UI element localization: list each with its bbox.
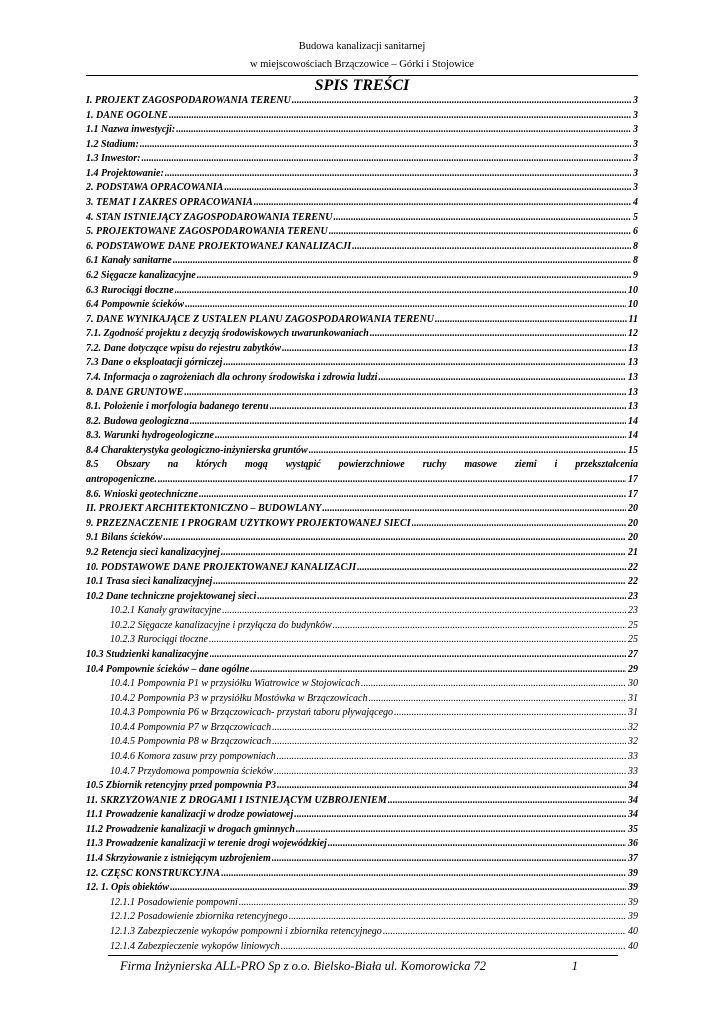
toc-entry[interactable]: [86, 430, 638, 445]
toc-page-number: 3: [633, 182, 638, 194]
toc-entry[interactable]: [86, 605, 638, 620]
toc-leader-dots: [170, 882, 626, 893]
toc-leader-dots: [257, 591, 626, 602]
toc-page-number: 6: [633, 226, 638, 238]
toc-entry-text: 8.5 Obszary na których mogą wystąpić powierzchniowe ruchy masowe ziemi i przekształcenia: [86, 459, 638, 471]
toc-page-number: 11: [628, 313, 638, 325]
toc-page-number: 30: [628, 678, 638, 690]
toc-entry[interactable]: [86, 634, 638, 649]
toc-leader-dots: [272, 853, 626, 864]
toc-entry-text: 10.2.1 Kanały grawitacyjne: [110, 605, 222, 617]
toc-entry-text: 9.1 Bilans ścieków: [86, 532, 163, 544]
toc-leader-dots: [224, 182, 631, 193]
toc-entry-text: 1.3 Inwestor:: [86, 153, 141, 165]
toc-page-number: 39: [628, 882, 638, 894]
toc-leader-dots: [239, 897, 626, 908]
toc-leader-dots: [352, 241, 631, 252]
header-line-1: Budowa kanalizacji sanitarnej: [298, 41, 426, 52]
toc-entry-text: 10.2.2 Sięgacze kanalizacyjne i przyłącza do budynków: [110, 619, 332, 631]
toc-page-number: 20: [628, 532, 638, 544]
toc-entry-text: 3. TEMAT I ZAKRES OPRACOWANIA: [86, 197, 253, 209]
toc-page-number: 33: [628, 751, 638, 763]
toc-entry-text: 6.4 Pompownie ścieków: [86, 299, 185, 311]
toc-page-number: 10: [628, 284, 638, 296]
toc-entry-text: 2. PODSTAWA OPRACOWANIA: [86, 182, 224, 194]
toc-entry-text: 5. PROJEKTOWANE ZAGOSPODAROWANIA TERENU: [86, 226, 328, 238]
toc-entry-text: II. PROJEKT ARCHITEKTONICZNO – BUDOWLANY: [86, 503, 322, 515]
toc-entry-text: I. PROJEKT ZAGOSPODAROWANIA TERENU: [86, 95, 291, 106]
toc-entry-text: 8. DANE GRUNTOWE: [86, 386, 184, 398]
toc-entry[interactable]: [86, 459, 638, 488]
toc-entry[interactable]: [86, 328, 638, 343]
toc-entry-text: 7. DANE WYNIKAJĄCE Z USTALEŃ PLANU ZAGOSPODAROWANIA TERENU: [86, 313, 435, 325]
toc-page-number: 3: [633, 167, 638, 179]
toc-page-number: 3: [633, 124, 638, 136]
toc-entry-text: 10.5 Zbiornik retencyjny przed pompownia P3: [86, 780, 276, 792]
toc-entry[interactable]: [86, 693, 638, 708]
toc-entry-text: 1.2 Stadium:: [86, 138, 139, 150]
toc-page-number: 37: [628, 853, 638, 865]
toc-entry[interactable]: [86, 780, 638, 795]
toc-leader-dots: [169, 110, 631, 121]
toc-leader-dots: [378, 372, 626, 383]
toc-entry-text: 10.3 Studzienki kanalizacyjne: [86, 648, 209, 660]
toc-page-number: 9: [633, 269, 638, 281]
toc-entry[interactable]: [86, 518, 638, 533]
toc-page-number: 13: [628, 357, 638, 369]
toc-title: SPIS TREŚCI: [314, 77, 410, 94]
toc-leader-dots: [210, 649, 626, 660]
toc-entry-text: 12. CZĘŚĆ KONSTRUKCYJNA: [86, 867, 221, 879]
toc-page-number: 13: [628, 371, 638, 383]
toc-entry-text: antropogeniczne.: [86, 474, 157, 486]
toc-entry-text: 10.1 Trasa sieci kanalizacyjnej: [86, 576, 213, 588]
toc-entry-text: 8.1. Położenie i morfologia badanego terenu: [86, 401, 269, 413]
toc-leader-dots: [184, 387, 626, 398]
toc-page-number: 34: [628, 780, 638, 792]
toc-leader-dots: [333, 620, 626, 631]
toc-entry-text: 10.4.6 Komora zasuw przy pompowniach: [110, 751, 276, 763]
toc-page-number: 20: [628, 517, 638, 529]
toc-entry[interactable]: [86, 95, 638, 110]
toc-entry-text: 12.1.1 Posadowienie pompowni: [110, 896, 238, 908]
toc-leader-dots: [329, 226, 631, 237]
toc-leader-dots: [223, 357, 626, 368]
toc-entry-text: 8.6. Wnioski geotechniczne: [86, 488, 199, 500]
toc-entry[interactable]: [86, 678, 638, 693]
toc-page-number: 8: [633, 255, 638, 267]
toc-leader-dots: [254, 197, 631, 208]
toc-entry-text: 11.3 Prowadzenie kanalizacji w terenie drogi wojewódzkiej: [86, 838, 327, 850]
toc-entry-text: 10.4.1 Pompownia P1 w przysiółku Wiatrowice w Stojowicach: [110, 678, 360, 690]
toc-page-number: 32: [628, 721, 638, 733]
toc-entry-text: 10.4 Pompownie ścieków – dane ogólne: [86, 663, 250, 675]
toc-entry-text: 1.4 Projektowanie:: [86, 167, 164, 179]
toc-entry[interactable]: [86, 489, 638, 504]
toc-page-number: 40: [628, 940, 638, 952]
toc-entry[interactable]: [86, 255, 638, 270]
toc-entry[interactable]: [86, 241, 638, 256]
toc-entry-text: 10. PODSTAWOWE DANE PROJEKTOWANEJ KANALIZACJI: [86, 561, 357, 573]
toc-entry-text: 6.2 Sięgacze kanalizacyjne: [86, 269, 196, 281]
toc-entry-text: 7.2. Dane dotyczące wpisu do rejestru zabytków: [86, 342, 281, 354]
toc-entry[interactable]: [86, 168, 638, 183]
toc-entry[interactable]: [86, 591, 638, 606]
toc-entry[interactable]: [86, 547, 638, 562]
toc-page-number: 20: [628, 503, 638, 515]
toc-page-number: 34: [628, 809, 638, 821]
toc-page-number: 8: [633, 240, 638, 252]
toc-entry-text: 8.3. Warunki hydrogeologiczne: [86, 430, 214, 442]
toc-page-number: 39: [628, 896, 638, 908]
toc-page-number: 12: [628, 328, 638, 340]
toc-entry-text: 8.4 Charakterystyka geologiczno-inżynierska gruntów: [86, 444, 308, 456]
toc-leader-dots: [282, 343, 626, 354]
toc-page-number: 15: [628, 444, 638, 456]
toc-entry-text: 8.2. Budowa geologiczna: [86, 415, 189, 427]
toc-page-number: 10: [628, 299, 638, 311]
toc-entry[interactable]: [86, 620, 638, 635]
toc-leader-dots: [140, 139, 631, 150]
toc-leader-dots: [199, 489, 626, 500]
toc-entry[interactable]: [86, 562, 638, 577]
toc-page-number: 4: [633, 197, 638, 209]
header-line-2: w miejscowościach Brzączowice – Górki i Stojowice: [250, 59, 474, 70]
toc-leader-dots: [274, 766, 626, 777]
toc-entry-text: 9.2 Retencja sieci kanalizacyjnej: [86, 546, 220, 558]
toc-entry[interactable]: [86, 401, 638, 416]
toc-page-number: 33: [628, 765, 638, 777]
toc-page-number: 39: [628, 867, 638, 879]
toc-leader-dots: [175, 285, 626, 296]
toc-page-number: 21: [628, 546, 638, 558]
toc-page-number: 35: [628, 823, 638, 835]
toc-entry[interactable]: [86, 503, 638, 518]
toc-page-number: 36: [628, 838, 638, 850]
toc-page-number: 13: [628, 386, 638, 398]
toc-entry-text: 10.4.7 Przydomowa pompownia ścieków: [110, 765, 274, 777]
toc-entry[interactable]: [86, 649, 638, 664]
footer-company: Firma Inżynierska ALL-PRO Sp z o.o. Bielsko-Biała ul. Komorowicka 72: [120, 959, 486, 973]
toc-page-number: 23: [628, 590, 638, 602]
toc-entry-text: 6. PODSTAWOWE DANE PROJEKTOWANEJ KANALIZACJI: [86, 240, 352, 252]
toc-entry-text: 10.4.5 Pompownia P8 w Brzączowicach: [110, 736, 272, 748]
toc-entry[interactable]: [86, 766, 638, 781]
toc-leader-dots: [394, 707, 626, 718]
toc-page-number: 17: [628, 474, 638, 486]
toc-entry[interactable]: [86, 343, 638, 358]
toc-leader-dots: [322, 503, 626, 514]
toc-entry[interactable]: [86, 853, 638, 868]
toc-entry-text: 1.1 Nazwa inwestycji:: [86, 124, 176, 136]
toc-leader-dots: [221, 868, 626, 879]
toc-page-number: 3: [633, 153, 638, 165]
toc-page-number: 39: [628, 911, 638, 923]
toc-leader-dots: [215, 430, 626, 441]
toc-entry-text: 4. STAN ISTNIEJĄCY ZAGOSPODAROWANIA TERENU: [86, 211, 333, 223]
toc-page-number: 31: [628, 692, 638, 704]
toc-entry[interactable]: [86, 445, 638, 460]
toc-entry[interactable]: [86, 664, 638, 679]
toc-entry[interactable]: [86, 314, 638, 329]
toc-entry[interactable]: [86, 153, 638, 168]
toc-leader-dots: [141, 153, 631, 164]
toc-entry[interactable]: [86, 751, 638, 766]
toc-entry-text: 9. PRZEZNACZENIE I PROGRAM UŻYTKOWY PROJEKTOWANEJ SIECI: [86, 517, 411, 529]
toc-leader-dots: [435, 314, 627, 325]
toc-leader-dots: [197, 270, 631, 281]
toc-page-number: 14: [628, 430, 638, 442]
toc-page-number: 34: [628, 794, 638, 806]
toc-entry[interactable]: [86, 897, 638, 912]
toc-entry-text: 6.1 Kanały sanitarne: [86, 255, 172, 267]
toc-entry-text: 11.1 Prowadzenie kanalizacji w drodze powiatowej: [86, 809, 294, 821]
toc-leader-dots: [369, 693, 627, 704]
toc-page-number: 3: [633, 109, 638, 121]
toc-entry[interactable]: [86, 809, 638, 824]
toc-leader-dots: [190, 416, 626, 427]
toc-leader-dots: [185, 299, 626, 310]
toc-entry[interactable]: [86, 722, 638, 737]
toc-page-number: 40: [628, 925, 638, 937]
toc-entry[interactable]: [86, 941, 638, 956]
toc-entry[interactable]: [86, 357, 638, 372]
toc-leader-dots: [158, 474, 626, 485]
toc-entry-text: 12.1.4 Zabezpieczenie wykopów liniowych: [110, 940, 280, 952]
toc-entry[interactable]: [86, 576, 638, 591]
toc-leader-dots: [294, 809, 626, 820]
toc-leader-dots: [173, 255, 631, 266]
toc-leader-dots: [222, 605, 626, 616]
toc-entry[interactable]: [86, 882, 638, 897]
page-header: [0, 38, 724, 74]
toc-leader-dots: [165, 168, 631, 179]
footer-page-number: 1: [571, 959, 578, 973]
toc-entry-text: 11.4 Skrzyżowanie z istniejącym uzbrojeniem: [86, 853, 271, 865]
toc-entry[interactable]: [86, 911, 638, 926]
toc-leader-dots: [213, 576, 626, 587]
toc-entry[interactable]: [86, 707, 638, 722]
toc-entry-text: 12. 1. Opis obiektów: [86, 882, 170, 894]
toc-entry[interactable]: [86, 299, 638, 314]
toc-leader-dots: [292, 95, 631, 106]
toc-entry-text: 11. SKRZYŻOWANIE Z DROGAMI I ISTNIEJĄCYM UZBROJENIEM: [86, 794, 387, 806]
toc-entry[interactable]: [86, 182, 638, 197]
toc-page-number: 25: [628, 619, 638, 631]
toc-leader-dots: [176, 124, 631, 135]
toc-leader-dots: [272, 722, 626, 733]
footer-divider: [108, 955, 618, 956]
toc-entry[interactable]: [86, 824, 638, 839]
toc-entry-text: 6.3 Rurociągi tłoczne: [86, 284, 174, 296]
toc-page-number: 17: [628, 488, 638, 500]
toc-page-number: 31: [628, 707, 638, 719]
toc-entry[interactable]: [86, 124, 638, 139]
toc-leader-dots: [309, 445, 626, 456]
toc-leader-dots: [383, 926, 626, 937]
toc-leader-dots: [163, 532, 626, 543]
toc-leader-dots: [361, 678, 626, 689]
toc-leader-dots: [296, 824, 626, 835]
toc-entry[interactable]: [86, 197, 638, 212]
toc-leader-dots: [250, 664, 626, 675]
toc-leader-dots: [209, 634, 626, 645]
toc-page-number: 3: [633, 95, 638, 106]
toc-page-number: 13: [628, 342, 638, 354]
toc-page-number: 22: [628, 576, 638, 588]
toc-entry[interactable]: [86, 226, 638, 241]
toc-page-number: 3: [633, 138, 638, 150]
toc-page-number: 22: [628, 561, 638, 573]
toc-leader-dots: [412, 518, 626, 529]
toc-entry[interactable]: [86, 139, 638, 154]
toc-entry-text: 7.3 Dane o eksploatacji górniczej: [86, 357, 223, 369]
toc-entry[interactable]: [86, 736, 638, 751]
toc-page-number: 27: [628, 648, 638, 660]
toc-entry[interactable]: [86, 285, 638, 300]
toc-entry[interactable]: [86, 212, 638, 227]
toc-page-number: 14: [628, 415, 638, 427]
toc-entry-text: 10.4.3 Pompownia P6 w Brzączowicach- przystań taboru pływającego: [110, 707, 394, 719]
toc-entry[interactable]: [86, 110, 638, 125]
toc-entry[interactable]: [86, 838, 638, 853]
toc-entry[interactable]: [86, 372, 638, 387]
toc-leader-dots: [270, 401, 627, 412]
toc-leader-dots: [289, 911, 626, 922]
toc-leader-dots: [221, 547, 626, 558]
table-of-contents: [86, 95, 638, 955]
toc-entry[interactable]: [86, 926, 638, 941]
toc-entry-text: 7.1. Zgodność projektu z decyzją środowiskowych uwarunkowaniach: [86, 328, 369, 340]
toc-page-number: 25: [628, 634, 638, 646]
toc-leader-dots: [388, 795, 626, 806]
toc-entry[interactable]: [86, 532, 638, 547]
toc-page-number: 32: [628, 736, 638, 748]
toc-leader-dots: [333, 212, 631, 223]
toc-entry-text: 12.1.2 Posadowienie zbiornika retencyjnego: [110, 911, 288, 923]
toc-entry[interactable]: [86, 387, 638, 402]
toc-leader-dots: [277, 780, 626, 791]
toc-entry-continuation: [86, 474, 638, 489]
toc-leader-dots: [328, 838, 626, 849]
toc-leader-dots: [370, 328, 626, 339]
toc-entry-text: 11.2 Prowadzenie kanalizacji w drogach gminnych: [86, 823, 295, 835]
toc-entry-text: 10.4.2 Pompownia P3 w przysiółku Mostówka w Brzączowicach: [110, 692, 368, 704]
toc-entry-text: 7.4. Informacja o zagrożeniach dla ochrony środowiska i zdrowia ludzi: [86, 371, 378, 383]
toc-entry[interactable]: [86, 416, 638, 431]
toc-page-number: 13: [628, 401, 638, 413]
toc-entry-text: 10.4.4 Pompownia P7 w Brzączowicach: [110, 721, 272, 733]
toc-entry-text: 10.2.3 Rurociągi tłoczne: [110, 634, 208, 646]
toc-entry[interactable]: [86, 795, 638, 810]
toc-page-number: 5: [633, 211, 638, 223]
toc-entry-text: 12.1.3 Zabezpieczenie wykopów pompowni i zbiornika retencyjnego: [110, 925, 382, 937]
toc-leader-dots: [277, 751, 626, 762]
toc-entry-text: 10.2 Dane techniczne projektowanej sieci: [86, 590, 257, 602]
toc-leader-dots: [281, 941, 626, 952]
toc-entry[interactable]: [86, 868, 638, 883]
toc-entry-text: 1. DANE OGÓLNE: [86, 109, 168, 121]
toc-leader-dots: [272, 736, 626, 747]
toc-page-number: 29: [628, 663, 638, 675]
toc-leader-dots: [357, 562, 626, 573]
toc-page-number: 23: [628, 605, 638, 617]
toc-entry[interactable]: [86, 270, 638, 285]
